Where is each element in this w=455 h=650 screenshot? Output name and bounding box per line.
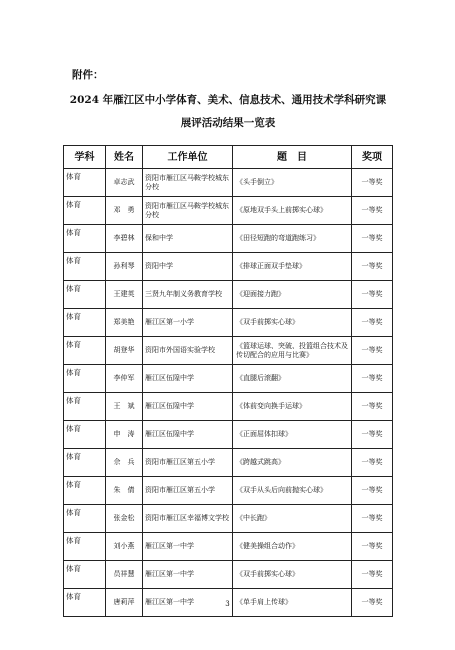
cell-name: 胡登华 [106,337,143,365]
page-number: 3 [225,600,230,608]
cell-award: 一等奖 [352,533,393,561]
cell-subject: 体育 [64,281,106,309]
cell-name: 唐莉萍 [106,589,143,617]
table-row [64,365,393,393]
cell-award: 一等奖 [352,309,393,337]
table-row [64,505,393,533]
header-name: 姓名 [106,146,143,169]
cell-subject: 体育 [64,393,106,421]
cell-subject: 体育 [64,533,106,561]
cell-name: 邓 勇 [106,197,143,225]
cell-award: 一等奖 [352,253,393,281]
cell-name: 佘 兵 [106,449,143,477]
cell-name: 孙利琴 [106,253,143,281]
cell-topic: 《体前变向换手运球》 [233,393,352,421]
cell-unit: 保和中学 [143,225,233,253]
cell-topic: 《篮球运球、突破、投篮组合技术及传切配合的应用与比赛》 [233,337,352,365]
attachment-label: 附件： [72,69,104,81]
cell-award: 一等奖 [352,589,393,617]
header-award: 奖项 [352,146,393,169]
table-row [64,533,393,561]
header-topic: 题 目 [233,146,352,169]
cell-name: 张金松 [106,505,143,533]
cell-award: 一等奖 [352,281,393,309]
cell-topic: 《原地双手头上前掷实心球》 [233,197,352,225]
cell-name: 申 涛 [106,421,143,449]
cell-name: 朱 倩 [106,477,143,505]
cell-name: 员祥慧 [106,561,143,589]
cell-topic: 《健美操组合动作》 [233,533,352,561]
cell-name: 刘小燕 [106,533,143,561]
table-row [64,281,393,309]
page-title [62,89,394,135]
cell-topic: 《双手前掷实心球》 [233,309,352,337]
table-row [64,253,393,281]
cell-unit: 雁江区伍隍中学 [143,393,233,421]
cell-award: 一等奖 [352,477,393,505]
cell-unit: 资阳市外国语实验学校 [143,337,233,365]
cell-unit: 雁江区第一中学 [143,533,233,561]
title-line-2: 展评活动结果一览表 [180,117,276,129]
cell-award: 一等奖 [352,197,393,225]
cell-name: 李仲军 [106,365,143,393]
cell-subject: 体育 [64,561,106,589]
cell-subject: 体育 [64,477,106,505]
cell-unit: 资阳中学 [143,253,233,281]
cell-unit: 资阳市雁江区第五小学 [143,449,233,477]
cell-unit: 雁江区伍隍中学 [143,365,233,393]
table-row [64,337,393,365]
cell-name: 王建英 [106,281,143,309]
cell-unit: 雁江区第一中学 [143,561,233,589]
cell-subject: 体育 [64,337,106,365]
cell-topic: 《头手倒立》 [233,169,352,197]
cell-award: 一等奖 [352,365,393,393]
table-row [64,309,393,337]
cell-name: 卓志武 [106,169,143,197]
table-row [64,393,393,421]
cell-topic: 《排球正面双手垫球》 [233,253,352,281]
cell-name: 李碧林 [106,225,143,253]
cell-subject: 体育 [64,421,106,449]
cell-name: 郑美艳 [106,309,143,337]
cell-unit: 雁江区伍隍中学 [143,421,233,449]
cell-unit: 资阳市雁江区马鞍学校城东分校 [143,169,233,197]
cell-unit: 雁江区第一小学 [143,309,233,337]
cell-subject: 体育 [64,197,106,225]
cell-unit: 资阳市雁江区马鞍学校城东分校 [143,197,233,225]
table-row [64,421,393,449]
cell-unit: 雁江区第一中学 [143,589,233,617]
header-subject: 学科 [64,146,106,169]
cell-topic: 《正面屈体扣球》 [233,421,352,449]
cell-subject: 体育 [64,449,106,477]
table-row [64,561,393,589]
cell-unit: 资阳市雁江区幸福博文学校 [143,505,233,533]
table-row [64,225,393,253]
cell-topic: 《双手前掷实心球》 [233,561,352,589]
cell-topic: 《直腿后滚翻》 [233,365,352,393]
cell-subject: 体育 [64,225,106,253]
cell-topic: 《跨越式跳高》 [233,449,352,477]
results-table [63,145,393,617]
table-row [64,449,393,477]
table-row [64,169,393,197]
cell-award: 一等奖 [352,225,393,253]
cell-award: 一等奖 [352,561,393,589]
header-unit: 工作单位 [143,146,233,169]
cell-subject: 体育 [64,169,106,197]
cell-subject: 体育 [64,365,106,393]
cell-subject: 体育 [64,589,106,617]
cell-unit: 资阳市雁江区第五小学 [143,477,233,505]
table-row [64,477,393,505]
cell-topic: 《单手肩上传球》 [233,589,352,617]
cell-award: 一等奖 [352,393,393,421]
cell-award: 一等奖 [352,337,393,365]
table-header-row [64,146,393,169]
cell-award: 一等奖 [352,421,393,449]
cell-subject: 体育 [64,309,106,337]
cell-award: 一等奖 [352,169,393,197]
table-row [64,197,393,225]
title-line-1: 2024 年雁江区中小学体育、美术、信息技术、通用技术学科研究课 [69,94,387,106]
cell-subject: 体育 [64,505,106,533]
cell-award: 一等奖 [352,449,393,477]
cell-topic: 《双手从头后向前抛实心球》 [233,477,352,505]
cell-topic: 《中长跑》 [233,505,352,533]
cell-award: 一等奖 [352,505,393,533]
cell-subject: 体育 [64,253,106,281]
cell-topic: 《迎面接力跑》 [233,281,352,309]
cell-topic: 《田径短跑的弯道跑练习》 [233,225,352,253]
cell-name: 王 斌 [106,393,143,421]
cell-unit: 三贤九年制义务教育学校 [143,281,233,309]
